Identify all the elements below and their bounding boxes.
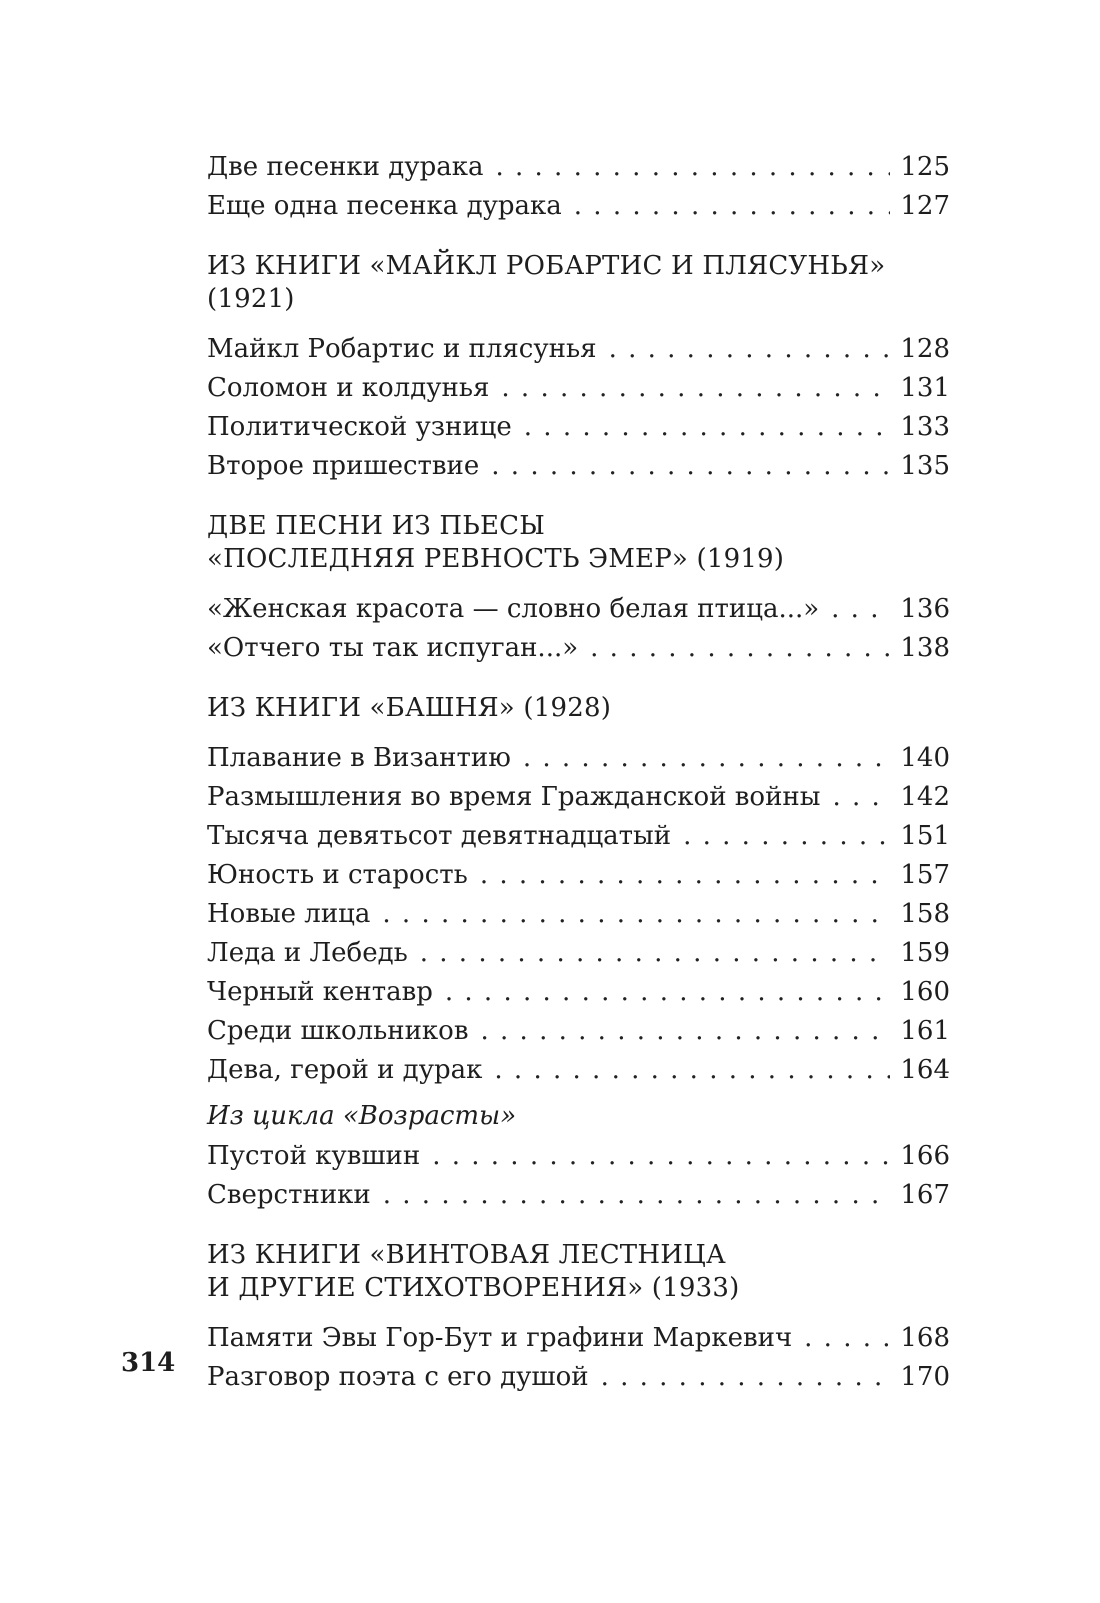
subsection-heading: Из цикла «Возрасты» (207, 1101, 517, 1131)
dot-leader (495, 148, 890, 187)
toc-entry (207, 1051, 950, 1090)
dot-leader (601, 1358, 891, 1397)
entry-page: 159 (900, 938, 950, 968)
dot-leader (831, 590, 890, 629)
entry-page: 161 (900, 1016, 950, 1046)
toc-entry (207, 895, 950, 934)
entry-page: 136 (900, 594, 950, 624)
toc-entry (207, 629, 950, 668)
entry-page: 157 (900, 860, 950, 890)
toc-entry (207, 408, 950, 447)
entry-page: 135 (900, 451, 950, 481)
dot-leader (574, 187, 891, 226)
toc-entry (207, 1176, 950, 1215)
entry-title: Разговор поэта с его душой (207, 1362, 589, 1392)
page-number: 314 (121, 1348, 176, 1378)
dot-leader (480, 856, 891, 895)
entry-title: Леда и Лебедь (207, 938, 408, 968)
dot-leader (804, 1319, 890, 1358)
entry-title: Черный кентавр (207, 977, 433, 1007)
entry-title: Майкл Робартис и плясунья (207, 334, 597, 364)
entry-page: 125 (900, 152, 950, 182)
entry-page: 131 (900, 373, 950, 403)
dot-leader (683, 817, 890, 856)
entry-title: «Отчего ты так испуган...» (207, 633, 579, 663)
dot-leader (494, 1051, 890, 1090)
toc-entry (207, 447, 950, 486)
entry-title: Пустой кувшин (207, 1141, 421, 1171)
entry-title: Второе пришествие (207, 451, 480, 481)
dot-leader (383, 1176, 891, 1215)
section-heading-line: И ДРУГИЕ СТИХОТВОРЕНИЯ» (1933) (207, 1273, 740, 1303)
toc-entry (207, 187, 950, 226)
entry-title: Плавание в Византию (207, 743, 511, 773)
entry-page: 167 (900, 1180, 950, 1210)
toc-entry (207, 934, 950, 973)
entry-title: Две песенки дурака (207, 152, 484, 182)
dot-leader (445, 973, 890, 1012)
dot-leader (420, 934, 891, 973)
entry-page: 164 (900, 1055, 950, 1085)
entry-title: Дева, герой и дурак (207, 1055, 483, 1085)
entry-page: 151 (900, 821, 950, 851)
entry-page: 170 (900, 1362, 950, 1392)
entry-page: 160 (900, 977, 950, 1007)
section-heading-line: ДВЕ ПЕСНИ ИЗ ПЬЕСЫ (207, 511, 546, 541)
section-heading (207, 250, 950, 316)
toc-entry (207, 856, 950, 895)
section-heading-line: ИЗ КНИГИ «БАШНЯ» (1928) (207, 693, 612, 723)
entry-page: 166 (900, 1141, 950, 1171)
entry-page: 140 (900, 743, 950, 773)
toc-entry (207, 1319, 950, 1358)
toc-entry (207, 1137, 950, 1176)
toc-entry (207, 817, 950, 856)
entry-title: Соломон и колдунья (207, 373, 490, 403)
toc-entry (207, 330, 950, 369)
toc-entry (207, 148, 950, 187)
dot-leader (491, 447, 890, 486)
section-heading (207, 692, 950, 725)
entry-title: Размышления во время Гражданской войны (207, 782, 821, 812)
entry-page: 158 (900, 899, 950, 929)
toc-entry (207, 778, 950, 817)
toc-entry (207, 369, 950, 408)
dot-leader (480, 1012, 890, 1051)
entry-page: 133 (900, 412, 950, 442)
entry-title: Юность и старость (207, 860, 468, 890)
toc-entry (207, 1012, 950, 1051)
section-heading (207, 510, 950, 576)
toc-entry (207, 1358, 950, 1397)
entry-title: Новые лица (207, 899, 371, 929)
entry-title: Политической узнице (207, 412, 512, 442)
dot-leader (832, 778, 890, 817)
entry-page: 128 (900, 334, 950, 364)
section-heading (207, 1239, 950, 1305)
dot-leader (609, 330, 891, 369)
dot-leader (501, 369, 890, 408)
dot-leader (524, 408, 891, 447)
dot-leader (432, 1137, 890, 1176)
table-of-contents (207, 148, 950, 1397)
entry-title: Сверстники (207, 1180, 371, 1210)
entry-title: «Женская красота — словно белая птица...» (207, 594, 820, 624)
toc-entry (207, 739, 950, 778)
dot-leader (523, 739, 891, 778)
entry-page: 138 (900, 633, 950, 663)
entry-title: Памяти Эвы Гор-Бут и графини Маркевич (207, 1323, 793, 1353)
entry-title: Среди школьников (207, 1016, 469, 1046)
section-heading-line: ИЗ КНИГИ «МАЙКЛ РОБАРТИС И ПЛЯСУНЬЯ» (1921) (207, 251, 886, 314)
entry-title: Тысяча девятьсот девятнадцатый (207, 821, 672, 851)
toc-entry (207, 590, 950, 629)
section-heading-line: «ПОСЛЕДНЯЯ РЕВНОСТЬ ЭМЕР» (1919) (207, 544, 785, 574)
toc-entry (207, 973, 950, 1012)
entry-page: 142 (900, 782, 950, 812)
dot-leader (590, 629, 890, 668)
entry-page: 168 (900, 1323, 950, 1353)
section-heading-line: ИЗ КНИГИ «ВИНТОВАЯ ЛЕСТНИЦА (207, 1240, 726, 1270)
entry-title: Еще одна песенка дурака (207, 191, 562, 221)
dot-leader (382, 895, 890, 934)
entry-page: 127 (900, 191, 950, 221)
